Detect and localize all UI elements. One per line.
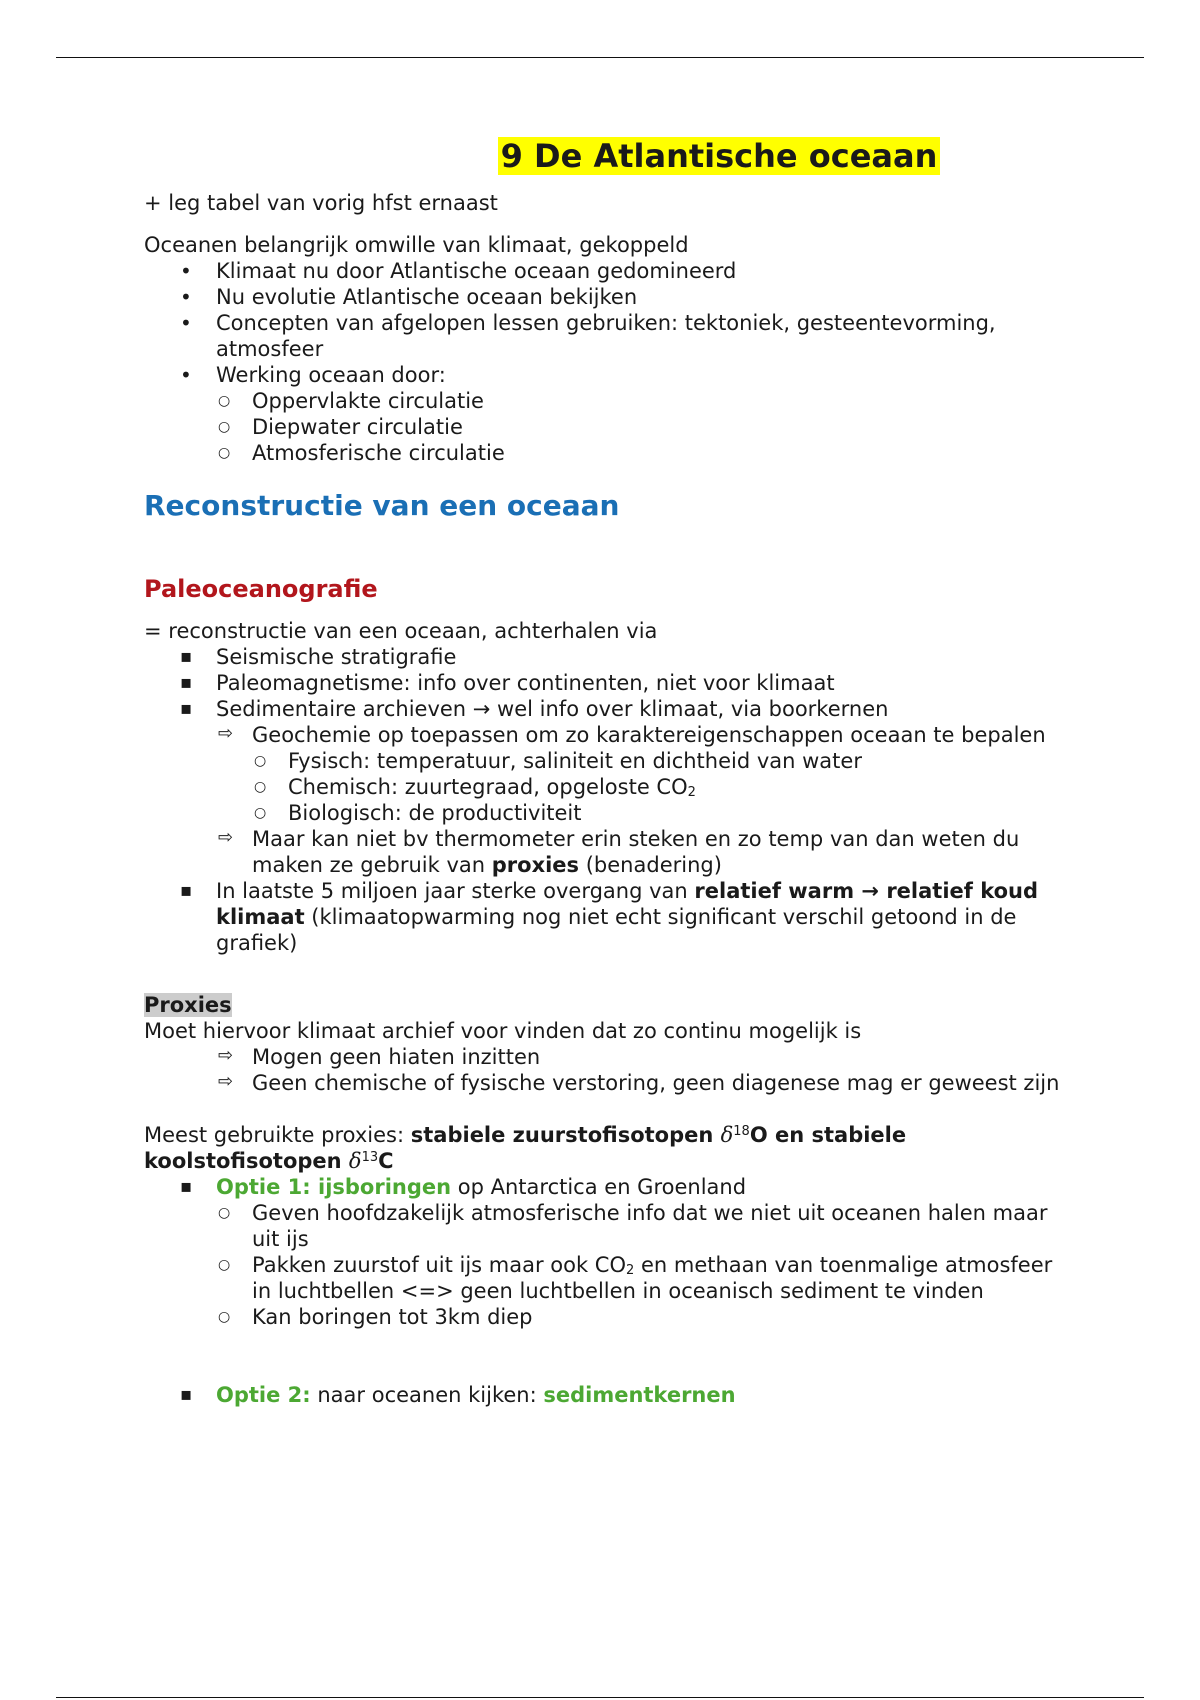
circulation-list bbox=[216, 388, 1064, 466]
paleo-arrow-list bbox=[144, 722, 1064, 748]
superscript: 13 bbox=[361, 1150, 379, 1165]
co2-subscript: 2 bbox=[626, 1263, 635, 1278]
list-item: • Concepten van afgelopen lessen gebruiken: tektoniek, gesteentevorming, atmosfeer bbox=[144, 310, 1064, 362]
text: op Antarctica en Groenland bbox=[451, 1175, 747, 1199]
option-2-label: Optie 2: bbox=[216, 1383, 311, 1407]
text: Pakken zuurstof uit ijs maar ook CO bbox=[252, 1253, 627, 1277]
bold-text: O en stabiele koolstofisotopen bbox=[144, 1123, 907, 1173]
section-heading: Reconstructie van een oceaan bbox=[144, 489, 620, 522]
text: naar oceanen kijken: bbox=[310, 1383, 544, 1407]
paleo-arrow-list-2 bbox=[144, 826, 1064, 878]
list-item: ▪ Seismische stratigrafie bbox=[144, 644, 1064, 670]
list-item bbox=[144, 1174, 1064, 1330]
list-item: • Nu evolutie Atlantische oceaan bekijken bbox=[144, 284, 1064, 310]
intro-line: + leg tabel van vorig hfst ernaast bbox=[144, 191, 498, 215]
text: en methaan van toenmalige atmosfeer in luchtbellen <=> geen luchtbellen in oceanisch sediment te vinden bbox=[252, 1253, 1053, 1303]
proxies-heading: Proxies bbox=[144, 993, 232, 1017]
option-1-label: Optie 1: ijsboringen bbox=[216, 1175, 452, 1199]
list-item: ○ Diepwater circulatie bbox=[252, 414, 1064, 440]
paleo-heading: Paleoceanografie bbox=[144, 575, 378, 603]
list-item: ○ Biologisch: de productiviteit bbox=[288, 800, 1064, 826]
title-wrap bbox=[144, 136, 1064, 176]
bold-text: proxies bbox=[491, 853, 580, 877]
document-body bbox=[144, 136, 1064, 1408]
delta-symbol: δ bbox=[348, 1149, 362, 1173]
co2-subscript: 2 bbox=[687, 785, 696, 800]
oceans-lead: Oceanen belangrijk omwille van klimaat, gekoppeld bbox=[144, 233, 689, 257]
list-item: ○ Kan boringen tot 3km diep bbox=[252, 1304, 1064, 1330]
paleo-lead: = reconstructie van een oceaan, achterhalen via bbox=[144, 619, 658, 643]
list-item bbox=[144, 1382, 1064, 1408]
list-item: ⇨ Mogen geen hiaten inzitten bbox=[252, 1044, 1064, 1070]
top-rule bbox=[56, 57, 1144, 58]
list-item: • Klimaat nu door Atlantische oceaan gedomineerd bbox=[144, 258, 1064, 284]
option-2-keyword: sedimentkernen bbox=[543, 1383, 736, 1407]
text: (klimaatopwarming nog niet echt significant verschil getoond in de grafiek) bbox=[216, 905, 1017, 955]
bold-text: stabiele zuurstofisotopen bbox=[410, 1123, 721, 1147]
list-item: ○ Geven hoofdzakelijk atmosferische info dat we niet uit oceanen halen maar uit ijs bbox=[252, 1200, 1064, 1252]
paleo-list-2 bbox=[144, 878, 1064, 956]
paleo-list bbox=[144, 644, 1064, 722]
list-item: ⇨ Geen chemische of fysische verstoring, geen diagenese mag er geweest zijn bbox=[252, 1070, 1064, 1096]
bold-text: relatief warm → relatief koud klimaat bbox=[216, 879, 1039, 929]
proxies-arrow-list bbox=[144, 1044, 1064, 1096]
paleo-properties-list bbox=[144, 748, 1064, 826]
list-item: ⇨ Geochemie op toepassen om zo karaktereigenschappen oceaan te bepalen bbox=[252, 722, 1064, 748]
page-title: 9 De Atlantische oceaan bbox=[498, 137, 941, 175]
text: Maar kan niet bv thermometer erin steken en zo temp van dan weten du maken ze gebruik van bbox=[252, 827, 1020, 877]
oceans-list bbox=[144, 258, 1064, 466]
bold-text: C bbox=[378, 1149, 394, 1173]
list-item: ▪ Sedimentaire archieven → wel info over klimaat, via boorkernen bbox=[144, 696, 1064, 722]
most-used-proxies bbox=[144, 1122, 1064, 1174]
delta-symbol: δ bbox=[720, 1123, 734, 1147]
list-item: ○ Fysisch: temperatuur, saliniteit en dichtheid van water bbox=[288, 748, 1064, 774]
superscript: 18 bbox=[733, 1124, 750, 1139]
list-item: ○ Atmosferische circulatie bbox=[252, 440, 1064, 466]
list-item bbox=[144, 878, 1064, 956]
list-item: ▪ Paleomagnetisme: info over continenten, niet voor klimaat bbox=[144, 670, 1064, 696]
list-item bbox=[252, 826, 1064, 878]
list-item: ○ Oppervlakte circulatie bbox=[252, 388, 1064, 414]
text: In laatste 5 miljoen jaar sterke overgang van bbox=[216, 879, 695, 903]
list-item bbox=[144, 362, 1064, 466]
options-list bbox=[144, 1174, 1064, 1408]
co2-text: Chemisch: zuurtegraad, opgeloste CO bbox=[288, 775, 688, 799]
list-item bbox=[252, 1252, 1064, 1304]
proxies-lead: Moet hiervoor klimaat archief voor vinden dat zo continu mogelijk is bbox=[144, 1019, 862, 1043]
text: (benadering) bbox=[579, 853, 722, 877]
bottom-rule bbox=[56, 1697, 1144, 1698]
option-1-details bbox=[216, 1200, 1064, 1330]
list-item bbox=[288, 774, 1064, 800]
proxies-heading-line bbox=[144, 992, 1064, 1018]
text: Meest gebruikte proxies: bbox=[144, 1123, 411, 1147]
list-item-label: Werking oceaan door: bbox=[216, 363, 446, 387]
